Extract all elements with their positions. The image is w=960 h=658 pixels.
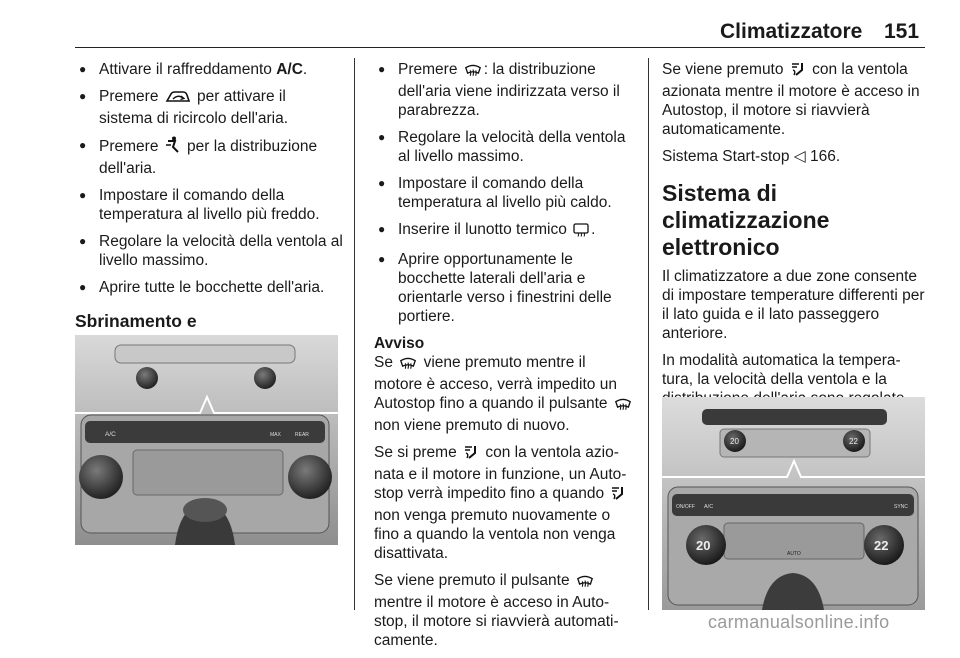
paragraph: Il climatizzatore a due zone consente di impostare temperature differenti per il lato guida e il lato passeggero anteriore. [662, 268, 925, 342]
section-subheading: Sbrinamento e [75, 311, 343, 377]
defrost-icon [614, 396, 632, 416]
fan-off-icon [463, 444, 479, 465]
section-heading: Sistema di climatizzazione elettronico [662, 180, 830, 260]
rear-window-heater-icon [573, 223, 589, 242]
paragraph: Se si preme con la ventola azio-nata e il motore in funzione, un Auto-stop verrà impedito fino a quando non venga premuto nuovamente o fino a quando la ventola non venga disattivata. [374, 444, 627, 562]
air-distribution-icon [165, 136, 181, 159]
recirculation-icon [165, 89, 191, 109]
defrost-icon [399, 355, 417, 375]
right-temp-small: 22 [849, 437, 858, 446]
header-rule [75, 47, 925, 48]
electronic-climate-panel-photo [662, 397, 925, 610]
list-item: ● Impostare il comando della temperatura al livello più freddo. [75, 186, 343, 224]
list-item: ● Inserire il lunotto termico . [374, 220, 636, 242]
page-title: Climatizzatore [720, 20, 863, 43]
page-number: 151 [884, 20, 920, 43]
paragraph: Se viene premuto il pulsante mentre il motore è acceso in Auto-stop, il motore si riavvierà automati-camente. [374, 572, 619, 649]
rear-button-label: REAR [295, 432, 309, 438]
fan-off-icon [790, 61, 806, 82]
column-2 [374, 60, 636, 658]
paragraph: Se viene premuto con la ventola azionata mentre il motore è acceso in Autostop, il motore si riavvierà automaticamente. [662, 61, 920, 138]
list-item: ● Attivare il raffreddamento A/C. [75, 60, 343, 79]
column-3 [662, 60, 928, 435]
defrost-icon [464, 62, 482, 82]
cross-reference: Sistema Start-stop ◁ 166. [662, 148, 841, 165]
note-paragraph: Se viene premuto mentre il motore è acceso, verrà impedito un Autostop fino a quando il pulsante non viene premuto di nuovo. [374, 353, 636, 435]
ac-button-label: A/C [105, 431, 116, 438]
note-heading: Avviso [374, 335, 425, 352]
list-item: ● Premere per la distribuzione dell'aria. [75, 136, 343, 178]
fan-off-icon [610, 485, 626, 506]
defrost-icon [576, 573, 594, 593]
left-temp-large: 20 [696, 538, 711, 553]
ac-button-label: A/C [704, 504, 714, 510]
list-item: ● Premere per attivare il sistema di ricircolo dell'aria. [75, 87, 343, 128]
right-temp-large: 22 [874, 538, 889, 553]
column-divider [648, 58, 649, 610]
list-item: ● Impostare il comando della temperatura al livello più caldo. [374, 174, 636, 212]
list-item: ● Aprire tutte le bocchette dell'aria. [75, 278, 343, 297]
auto-button-label: AUTO [787, 551, 801, 557]
sync-button-label: SYNC [894, 504, 908, 510]
list-item: ● Regolare la velocità della ventola al livello massimo. [75, 232, 343, 270]
max-button-label: MAX [270, 432, 281, 438]
climate-panel-photo [75, 335, 338, 545]
watermark-footer: carmanualsonline.info [708, 612, 890, 632]
paragraph: In modalità automatica la tempera-tura, la velocità della ventola e la [662, 352, 901, 388]
list-item: ● Premere : la distribuzione dell'aria viene indirizzata verso il parabrezza. [374, 60, 636, 120]
cooling-steps-list [75, 60, 343, 297]
left-temp-small: 20 [730, 437, 739, 446]
onoff-button-label: ON/OFF [676, 504, 695, 510]
list-item: ● Regolare la velocità della ventola al livello massimo. [374, 128, 636, 166]
list-item: ● Aprire opportunamente le bocchette laterali dell'aria e orientarle verso i finestrini delle portiere. [374, 250, 636, 326]
column-divider [354, 58, 355, 610]
defrost-steps-list [374, 60, 636, 326]
reference-arrow-icon: ◁ [793, 148, 806, 165]
